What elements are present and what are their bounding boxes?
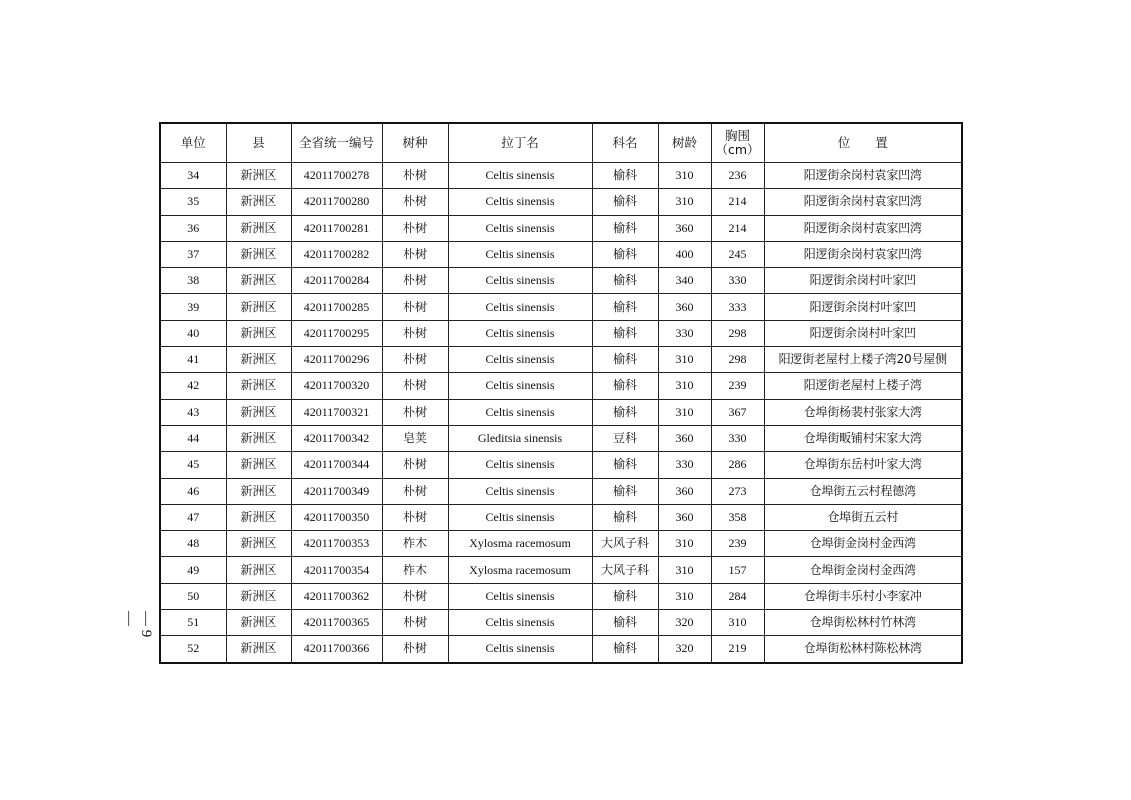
table-row — [160, 268, 962, 294]
cell-unit: 37 — [160, 241, 226, 267]
table-row — [160, 452, 962, 478]
cell-code: 42011700284 — [291, 268, 382, 294]
table-row — [160, 504, 962, 530]
cell-unit: 49 — [160, 557, 226, 583]
cell-location: 仓埠街松林村陈松林湾 — [764, 636, 962, 663]
cell-location: 阳逻街老屋村上楼子湾20号屋侧 — [764, 347, 962, 373]
cell-latin-name: Celtis sinensis — [448, 215, 592, 241]
cell-unit: 41 — [160, 347, 226, 373]
cell-latin-name: Xylosma racemosum — [448, 557, 592, 583]
table-row — [160, 320, 962, 346]
cell-unit: 45 — [160, 452, 226, 478]
cell-location: 阳逻街余岗村叶家凹 — [764, 320, 962, 346]
cell-location: 阳逻街余岗村袁家凹湾 — [764, 163, 962, 189]
cell-unit: 50 — [160, 583, 226, 609]
cell-age: 320 — [658, 610, 711, 636]
cell-latin-name: Celtis sinensis — [448, 452, 592, 478]
cell-girth: 333 — [711, 294, 764, 320]
header-girth-unit: （cm） — [715, 142, 760, 157]
cell-code: 42011700320 — [291, 373, 382, 399]
header-girth-label: 胸围 — [724, 128, 750, 144]
cell-species: 朴树 — [382, 320, 448, 346]
cell-species: 朴树 — [382, 215, 448, 241]
cell-county: 新洲区 — [226, 478, 291, 504]
table-row — [160, 294, 962, 320]
table-row — [160, 583, 962, 609]
cell-age: 310 — [658, 531, 711, 557]
page-number: — 9 — — [121, 611, 154, 638]
cell-county: 新洲区 — [226, 452, 291, 478]
cell-location: 阳逻街余岗村叶家凹 — [764, 268, 962, 294]
header-location: 位 置 — [764, 123, 962, 163]
cell-latin-name: Celtis sinensis — [448, 373, 592, 399]
table-row — [160, 215, 962, 241]
cell-girth: 286 — [711, 452, 764, 478]
cell-family: 大风子科 — [592, 531, 658, 557]
cell-family: 榆科 — [592, 163, 658, 189]
cell-unit: 44 — [160, 425, 226, 451]
cell-unit: 43 — [160, 399, 226, 425]
cell-species: 朴树 — [382, 373, 448, 399]
cell-county: 新洲区 — [226, 320, 291, 346]
cell-family: 榆科 — [592, 610, 658, 636]
cell-latin-name: Celtis sinensis — [448, 163, 592, 189]
ancient-tree-table — [159, 122, 963, 664]
cell-unit: 48 — [160, 531, 226, 557]
cell-latin-name: Celtis sinensis — [448, 241, 592, 267]
cell-county: 新洲区 — [226, 163, 291, 189]
cell-girth: 358 — [711, 504, 764, 530]
cell-location: 阳逻街老屋村上楼子湾 — [764, 373, 962, 399]
cell-latin-name: Celtis sinensis — [448, 583, 592, 609]
cell-unit: 47 — [160, 504, 226, 530]
cell-family: 榆科 — [592, 241, 658, 267]
cell-county: 新洲区 — [226, 425, 291, 451]
cell-age: 340 — [658, 268, 711, 294]
header-family: 科名 — [592, 123, 658, 163]
cell-age: 310 — [658, 399, 711, 425]
cell-family: 榆科 — [592, 347, 658, 373]
cell-county: 新洲区 — [226, 294, 291, 320]
cell-code: 42011700280 — [291, 189, 382, 215]
table-row — [160, 399, 962, 425]
cell-age: 310 — [658, 163, 711, 189]
cell-code: 42011700296 — [291, 347, 382, 373]
cell-girth: 298 — [711, 347, 764, 373]
cell-location: 仓埠街金岗村金西湾 — [764, 531, 962, 557]
cell-code: 42011700342 — [291, 425, 382, 451]
cell-unit: 46 — [160, 478, 226, 504]
cell-species: 朴树 — [382, 636, 448, 663]
cell-species: 朴树 — [382, 294, 448, 320]
cell-girth: 330 — [711, 425, 764, 451]
header-county: 县 — [226, 123, 291, 163]
cell-species: 朴树 — [382, 452, 448, 478]
cell-unit: 36 — [160, 215, 226, 241]
cell-girth: 214 — [711, 189, 764, 215]
cell-family: 榆科 — [592, 189, 658, 215]
header-unit: 单位 — [160, 123, 226, 163]
table-row — [160, 610, 962, 636]
cell-code: 42011700281 — [291, 215, 382, 241]
cell-latin-name: Celtis sinensis — [448, 320, 592, 346]
cell-county: 新洲区 — [226, 399, 291, 425]
cell-girth: 214 — [711, 215, 764, 241]
cell-unit: 42 — [160, 373, 226, 399]
cell-county: 新洲区 — [226, 215, 291, 241]
header-row — [160, 123, 962, 163]
cell-latin-name: Celtis sinensis — [448, 294, 592, 320]
cell-county: 新洲区 — [226, 583, 291, 609]
cell-species: 朴树 — [382, 241, 448, 267]
cell-county: 新洲区 — [226, 373, 291, 399]
cell-location: 仓埠街丰乐村小李家冲 — [764, 583, 962, 609]
cell-code: 42011700295 — [291, 320, 382, 346]
table-row — [160, 557, 962, 583]
cell-location: 仓埠街松林村竹林湾 — [764, 610, 962, 636]
cell-species: 朴树 — [382, 610, 448, 636]
cell-latin-name: Celtis sinensis — [448, 399, 592, 425]
cell-age: 360 — [658, 504, 711, 530]
cell-species: 朴树 — [382, 163, 448, 189]
cell-species: 朴树 — [382, 478, 448, 504]
cell-age: 360 — [658, 478, 711, 504]
cell-code: 42011700278 — [291, 163, 382, 189]
cell-girth: 236 — [711, 163, 764, 189]
cell-location: 仓埠街杨裴村张家大湾 — [764, 399, 962, 425]
cell-species: 皂荚 — [382, 425, 448, 451]
cell-girth: 245 — [711, 241, 764, 267]
cell-latin-name: Celtis sinensis — [448, 189, 592, 215]
cell-age: 360 — [658, 294, 711, 320]
cell-age: 310 — [658, 557, 711, 583]
cell-unit: 39 — [160, 294, 226, 320]
cell-county: 新洲区 — [226, 531, 291, 557]
table-row — [160, 636, 962, 663]
cell-age: 310 — [658, 373, 711, 399]
cell-latin-name: Celtis sinensis — [448, 268, 592, 294]
cell-county: 新洲区 — [226, 189, 291, 215]
table-header — [160, 123, 962, 163]
cell-family: 榆科 — [592, 320, 658, 346]
cell-unit: 40 — [160, 320, 226, 346]
cell-code: 42011700350 — [291, 504, 382, 530]
cell-county: 新洲区 — [226, 347, 291, 373]
cell-unit: 34 — [160, 163, 226, 189]
cell-age: 310 — [658, 347, 711, 373]
cell-girth: 219 — [711, 636, 764, 663]
cell-unit: 38 — [160, 268, 226, 294]
cell-species: 柞木 — [382, 557, 448, 583]
cell-location: 阳逻街余岗村叶家凹 — [764, 294, 962, 320]
cell-age: 360 — [658, 425, 711, 451]
cell-county: 新洲区 — [226, 636, 291, 663]
cell-species: 朴树 — [382, 268, 448, 294]
cell-girth: 284 — [711, 583, 764, 609]
cell-species: 朴树 — [382, 504, 448, 530]
cell-family: 榆科 — [592, 636, 658, 663]
cell-species: 朴树 — [382, 189, 448, 215]
table-row — [160, 241, 962, 267]
cell-unit: 52 — [160, 636, 226, 663]
cell-latin-name: Celtis sinensis — [448, 636, 592, 663]
cell-species: 朴树 — [382, 583, 448, 609]
cell-unit: 35 — [160, 189, 226, 215]
cell-unit: 51 — [160, 610, 226, 636]
cell-code: 42011700285 — [291, 294, 382, 320]
cell-location: 仓埠街东岳村叶家大湾 — [764, 452, 962, 478]
table-row — [160, 478, 962, 504]
table-row — [160, 189, 962, 215]
cell-family: 豆科 — [592, 425, 658, 451]
cell-family: 榆科 — [592, 478, 658, 504]
cell-family: 榆科 — [592, 294, 658, 320]
cell-county: 新洲区 — [226, 504, 291, 530]
cell-girth: 239 — [711, 531, 764, 557]
header-latin-name: 拉丁名 — [448, 123, 592, 163]
cell-girth: 157 — [711, 557, 764, 583]
cell-code: 42011700366 — [291, 636, 382, 663]
cell-species: 朴树 — [382, 399, 448, 425]
cell-code: 42011700362 — [291, 583, 382, 609]
table-row — [160, 163, 962, 189]
cell-species: 朴树 — [382, 347, 448, 373]
cell-code: 42011700349 — [291, 478, 382, 504]
cell-latin-name: Celtis sinensis — [448, 504, 592, 530]
cell-family: 榆科 — [592, 452, 658, 478]
cell-code: 42011700354 — [291, 557, 382, 583]
cell-county: 新洲区 — [226, 268, 291, 294]
cell-age: 360 — [658, 215, 711, 241]
cell-location: 阳逻街余岗村袁家凹湾 — [764, 241, 962, 267]
table-row — [160, 425, 962, 451]
cell-age: 320 — [658, 636, 711, 663]
header-girth — [711, 123, 764, 163]
cell-family: 榆科 — [592, 504, 658, 530]
table-row — [160, 531, 962, 557]
cell-species: 柞木 — [382, 531, 448, 557]
cell-age: 400 — [658, 241, 711, 267]
cell-location: 仓埠街五云村 — [764, 504, 962, 530]
cell-code: 42011700321 — [291, 399, 382, 425]
cell-latin-name: Celtis sinensis — [448, 347, 592, 373]
cell-family: 榆科 — [592, 215, 658, 241]
cell-location: 仓埠街畈铺村宋家大湾 — [764, 425, 962, 451]
header-age: 树龄 — [658, 123, 711, 163]
cell-family: 榆科 — [592, 268, 658, 294]
cell-family: 大风子科 — [592, 557, 658, 583]
cell-county: 新洲区 — [226, 241, 291, 267]
cell-location: 仓埠街金岗村金西湾 — [764, 557, 962, 583]
table-row — [160, 347, 962, 373]
cell-girth: 273 — [711, 478, 764, 504]
cell-location: 仓埠街五云村程德湾 — [764, 478, 962, 504]
cell-county: 新洲区 — [226, 610, 291, 636]
cell-family: 榆科 — [592, 399, 658, 425]
cell-latin-name: Celtis sinensis — [448, 478, 592, 504]
cell-girth: 310 — [711, 610, 764, 636]
cell-family: 榆科 — [592, 583, 658, 609]
cell-location: 阳逻街余岗村袁家凹湾 — [764, 215, 962, 241]
cell-latin-name: Celtis sinensis — [448, 610, 592, 636]
cell-age: 330 — [658, 320, 711, 346]
cell-latin-name: Xylosma racemosum — [448, 531, 592, 557]
cell-county: 新洲区 — [226, 557, 291, 583]
cell-family: 榆科 — [592, 373, 658, 399]
cell-location: 阳逻街余岗村袁家凹湾 — [764, 189, 962, 215]
cell-age: 310 — [658, 583, 711, 609]
cell-girth: 298 — [711, 320, 764, 346]
table-body — [160, 163, 962, 663]
header-code: 全省统一编号 — [291, 123, 382, 163]
cell-latin-name: Gleditsia sinensis — [448, 425, 592, 451]
cell-age: 330 — [658, 452, 711, 478]
cell-girth: 330 — [711, 268, 764, 294]
cell-code: 42011700365 — [291, 610, 382, 636]
cell-age: 310 — [658, 189, 711, 215]
cell-girth: 367 — [711, 399, 764, 425]
cell-code: 42011700353 — [291, 531, 382, 557]
header-species: 树种 — [382, 123, 448, 163]
cell-code: 42011700344 — [291, 452, 382, 478]
table-row — [160, 373, 962, 399]
cell-girth: 239 — [711, 373, 764, 399]
cell-code: 42011700282 — [291, 241, 382, 267]
